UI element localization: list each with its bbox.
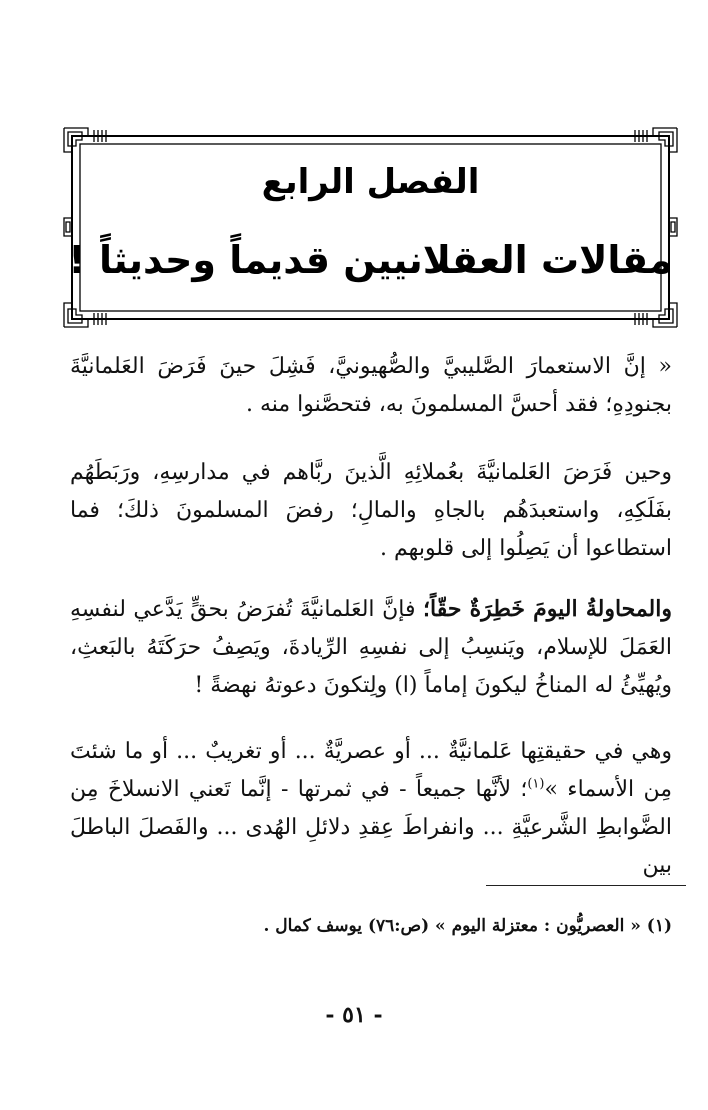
paragraph-text: « إنَّ الاستعمارَ الصَّليبيَّ والصُّهيونيَّ، فَشِلَ حينَ فَرَضَ العَلمانيَّةَ بجنودِهِ؛ فقد أحسَّ المسلمونَ به، فتحصَّنوا منه . bbox=[70, 354, 672, 417]
paragraph-2 bbox=[70, 454, 672, 568]
paragraph-text: وحين فَرَضَ العَلمانيَّةَ بعُملائِهِ الَّذينَ ربَّاهم في مدارسِهِ، ورَبَطَهُم بفَلَكِهِ، واستعبدَهُم بالجاهِ والمالِ؛ رفضَ المسلمونَ ذلكَ؛ فما استطاعوا أن يَصِلُوا إلى قلوبهم . bbox=[70, 460, 672, 561]
paragraph-1 bbox=[70, 348, 672, 424]
footnote: (١) « العصريُّون : معتزلة اليوم » (ص:٧٦) يوسف كمال . bbox=[263, 916, 672, 936]
chapter-title: مقالات العقلانيين قديماً وحديثاً ! bbox=[68, 238, 673, 282]
footnote-divider bbox=[486, 885, 686, 886]
paragraph-4 bbox=[70, 733, 672, 885]
paragraph-text: وهي في حقيقتِها عَلمانيَّةٌ ... أو عصريَّةٌ ... أو تغريبٌ ... أو ما شئتَ مِن الأسماء » bbox=[70, 739, 672, 802]
page-number: - ٥١ - bbox=[325, 1002, 383, 1028]
chapter-heading-frame bbox=[62, 126, 679, 329]
paragraph-3 bbox=[70, 590, 672, 705]
footnote-reference[interactable]: (١) bbox=[527, 776, 545, 792]
paragraph-lead: والمحاولةُ اليومَ خَطِرَةٌ حقّاً؛ bbox=[423, 596, 673, 622]
ornamental-border bbox=[62, 126, 679, 329]
chapter-number: الفصل الرابع bbox=[261, 162, 480, 202]
paragraph-text-continued: ؛ لأنَّها جميعاً - في ثمرتها - إنَّما تَعني الانسلاخَ مِن الضَّوابطِ الشَّرعيَّةِ ... وانفراطَ عِقدِ دلائلِ الهُدى ... والفَصلَ الباطلَ بين bbox=[70, 777, 672, 878]
paragraph-text: فإنَّ العَلمانيَّةَ تُفرَضُ بحقٍّ يَدَّعي لنفسِهِ العَمَلَ للإسلام، ويَنسِبُ إلى نفسِهِ الرِّيادةَ، ويَصِفُ حرَكَتَهُ بالبَعثِ، ويُهيِّئُ له المناخُ ليكونَ إماماً (ا) ولِتكونَ دعوتهُ نهضةً ! bbox=[70, 597, 672, 698]
